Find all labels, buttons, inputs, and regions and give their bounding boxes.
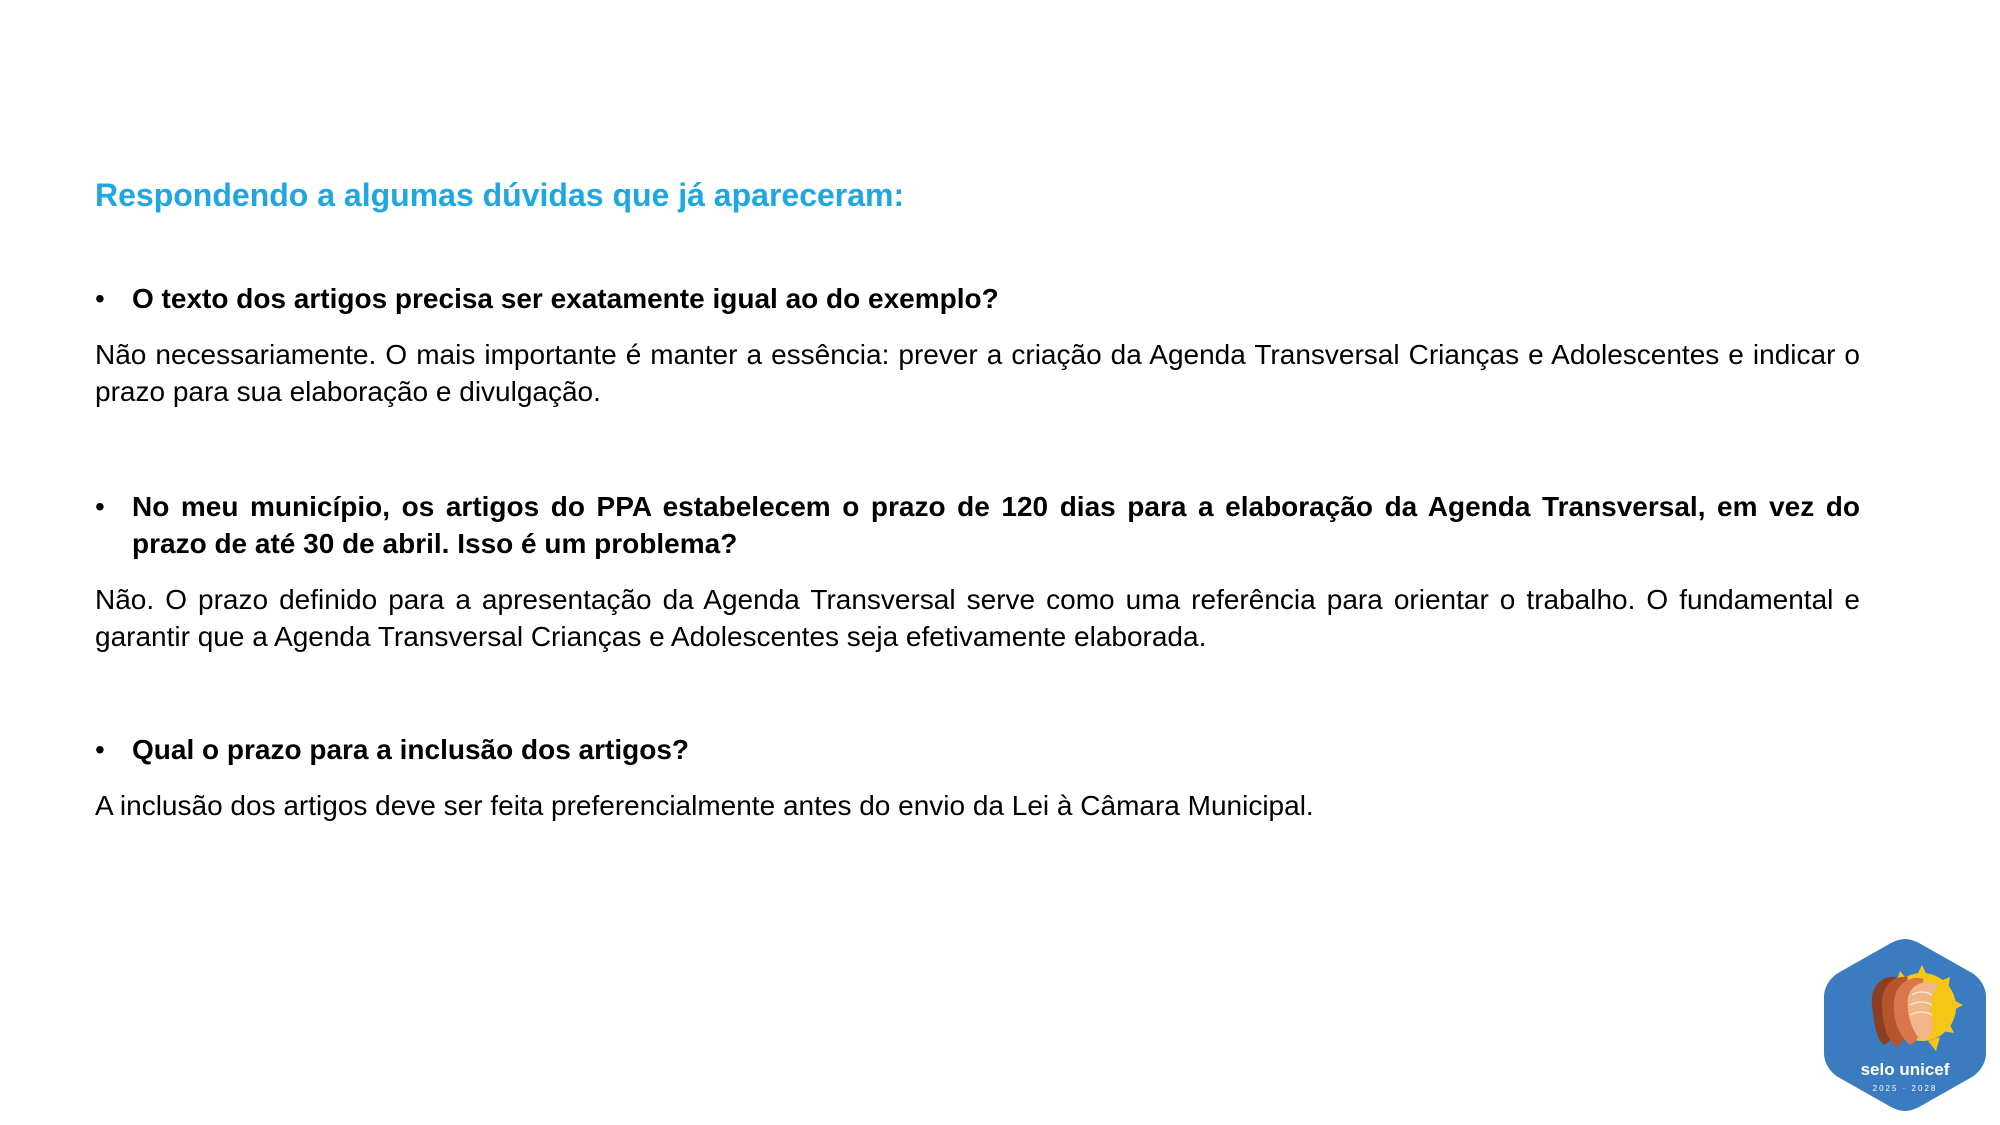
qa-item [95,280,1860,410]
question-text: O texto dos artigos precisa ser exatamente igual ao do exemplo? [132,283,999,314]
bullet-icon: • [95,491,105,522]
question [95,488,1860,562]
bullet-icon: • [95,734,105,765]
badge-title: selo unicef [1860,1060,1950,1079]
question [95,280,1860,317]
question-text: No meu município, os artigos do PPA estabelecem o prazo de 120 dias para a elaboração da Agenda Transversal, em vez do prazo de até 30 de abril. Isso é um problema? [132,491,1860,559]
selo-unicef-logo [1820,935,1990,1115]
badge-years: 2025 · 2028 [1872,1084,1938,1093]
selo-unicef-badge-icon [1820,935,1990,1115]
slide-heading: Respondendo a algumas dúvidas que já apareceram: [95,177,905,213]
question [95,731,1860,768]
faces-illustration [1872,977,1938,1047]
qa-item [95,731,1860,824]
qa-item [95,488,1860,655]
answer-text: Não. O prazo definido para a apresentação da Agenda Transversal serve como uma referência para orientar o trabalho. O fundamental e garantir que a Agenda Transversal Crianças e Adolescentes seja efetivamente elaborada. [95,584,1860,652]
answer-text: A inclusão dos artigos deve ser feita preferencialmente antes do envio da Lei à Câmara Municipal. [95,790,1314,821]
answer-text: Não necessariamente. O mais importante é manter a essência: prever a criação da Agenda Transversal Crianças e Adolescentes e indicar o prazo para sua elaboração e divulgação. [95,339,1860,407]
question-text: Qual o prazo para a inclusão dos artigos? [132,734,690,765]
bullet-icon: • [95,283,105,314]
